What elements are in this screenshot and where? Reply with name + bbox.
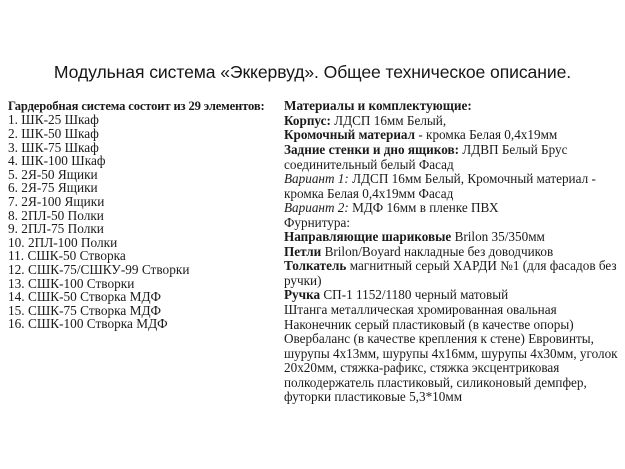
material-label: Ручка	[284, 287, 321, 303]
component-list-item: 1. ШК-25 Шкаф	[8, 112, 99, 128]
material-variant-label: Вариант 2:	[284, 200, 349, 216]
component-list-item: 2. ШК-50 Шкаф	[8, 126, 99, 141]
material-label: Толкатель	[284, 258, 347, 274]
material-text: Brilon/Boyard накладные без доводчиков	[321, 243, 554, 259]
component-list-item: 9. 2ПЛ-75 Полки	[8, 221, 104, 237]
component-list-item: 15. СШК-75 Створка МДФ	[8, 302, 162, 318]
material-variant-label: Вариант 1:	[284, 171, 349, 187]
page-title: Модульная система «Эккервуд». Общее техническое описание.	[53, 62, 572, 82]
material-line	[284, 376, 618, 391]
material-text: 20х20мм, стяжка-рафикс, стяжка эксцентриковая	[284, 360, 560, 376]
material-text: ручки)	[284, 272, 322, 288]
component-list-item: 3. ШК-75 Шкаф	[8, 139, 99, 155]
component-list-item: 13. СШК-100 Створки	[8, 275, 135, 291]
material-text: Наконечник серый пластиковый (в качестве опоры)	[284, 316, 574, 332]
component-list-item: 11. СШК-50 Створка	[8, 248, 126, 264]
material-line	[284, 143, 618, 158]
left-column-heading: Гардеробная система состоит из 29 элементов:	[8, 99, 265, 113]
material-text: Овербаланс (в качестве крепления к стене) Евровинты,	[284, 331, 594, 347]
material-line	[284, 274, 618, 289]
right-column-heading: Материалы и комплектующие:	[284, 98, 472, 113]
material-text: ЛДСП 16мм Белый, Кромочный материал -	[348, 171, 596, 187]
material-label: Петли	[284, 243, 322, 259]
material-text: полкодержатель пластиковый, силиконовый демпфер,	[284, 374, 587, 390]
material-text: соединительный белый Фасад	[284, 156, 454, 172]
component-list-item: 5. 2Я-50 Ящики	[8, 166, 98, 182]
material-line	[284, 230, 618, 245]
material-line	[284, 245, 618, 260]
material-line	[284, 347, 618, 362]
component-list-item: 4. ШК-100 Шкаф	[8, 153, 106, 169]
right-column	[284, 99, 618, 405]
material-line	[284, 114, 618, 129]
material-text: футорки пластиковые 5,3*10мм	[284, 389, 463, 405]
material-text: ЛДВП Белый Брус	[458, 142, 568, 157]
material-line	[284, 201, 618, 216]
material-line	[284, 361, 618, 376]
material-line	[284, 187, 618, 202]
material-text: Фурнитура:	[284, 214, 351, 230]
material-text: Штанга металлическая хромированная овальная	[284, 302, 557, 318]
material-line	[284, 303, 618, 318]
material-line	[284, 288, 618, 303]
material-text: Brilon 35/350мм	[451, 229, 545, 245]
component-list-item: 14. СШК-50 Створка МДФ	[8, 289, 162, 305]
component-list-item: 8. 2ПЛ-50 Полки	[8, 207, 104, 223]
material-text: - кромка Белая 0,4х19мм	[415, 127, 558, 143]
material-text: ЛДСП 16мм Белый,	[330, 112, 447, 128]
material-line	[284, 259, 618, 274]
material-label: Корпус:	[284, 112, 331, 128]
component-list-item: 6. 2Я-75 Ящики	[8, 180, 98, 196]
material-text: кромка Белая 0,4х19мм Фасад	[284, 185, 454, 201]
material-line	[284, 128, 618, 143]
material-label: Направляющие шариковые	[284, 229, 452, 245]
material-line	[284, 158, 618, 173]
material-line	[284, 390, 618, 405]
material-line	[284, 332, 618, 347]
component-list-item: 10. 2ПЛ-100 Полки	[8, 234, 118, 250]
component-list-item: 12. СШК-75/СШКУ-99 Створки	[8, 261, 190, 277]
material-label: Задние стенки и дно ящиков:	[284, 142, 459, 157]
material-line	[284, 318, 618, 333]
material-text: МДФ 16мм в пленке ПВХ	[348, 200, 499, 216]
material-line	[284, 172, 618, 187]
component-list-item: 7. 2Я-100 Ящики	[8, 193, 105, 209]
left-column	[8, 99, 280, 331]
material-text: магнитный серый ХАРДИ №1 (для фасадов без	[346, 258, 617, 274]
material-label: Кромочный материал	[284, 127, 416, 143]
material-text: шурупы 4х13мм, шурупы 4х16мм, шурупы 4х30мм, уголок	[284, 345, 618, 361]
materials-list	[284, 114, 618, 405]
component-list-item: 16. СШК-100 Створка МДФ	[8, 316, 168, 332]
material-line	[284, 216, 618, 231]
material-text: СП-1 1152/1180 черный матовый	[320, 287, 509, 303]
component-list	[8, 113, 280, 331]
